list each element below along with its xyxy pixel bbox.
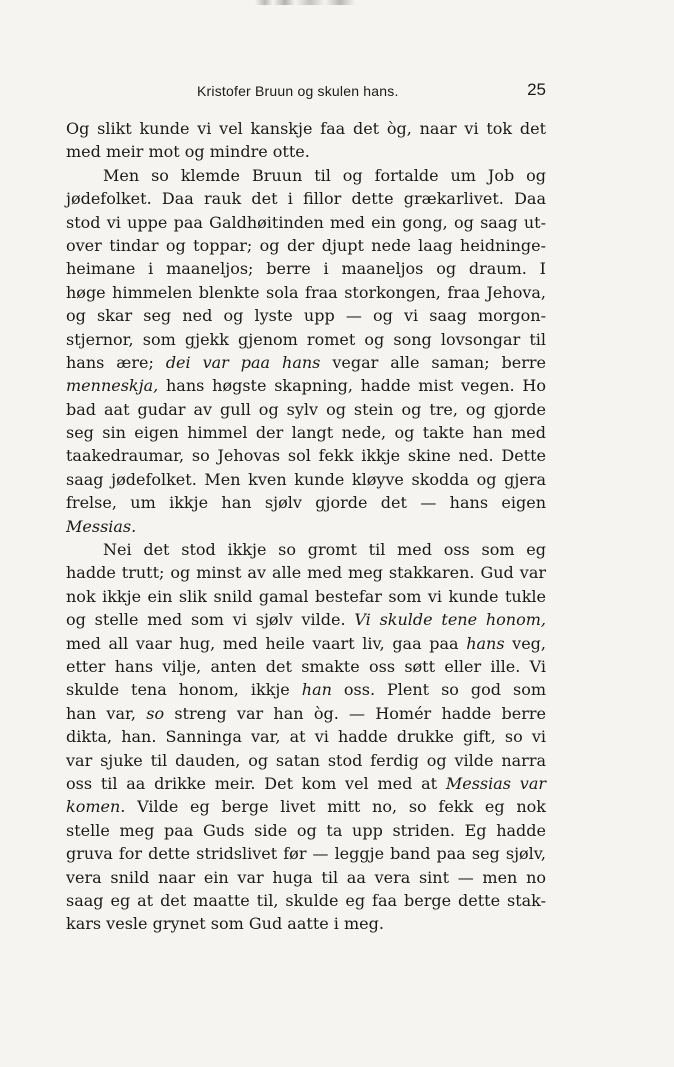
text-segment: skulde tena honom, ikkje [66,680,302,700]
text-segment: frelse, um ikkje han sjølv gjorde det — hans eigen [66,493,546,513]
italic-text: Vi skulde tene honom, [354,610,547,630]
text-line [66,187,546,210]
text-line [66,795,546,818]
text-segment: dikta, han. Sanninga var, at vi hadde drukke gift, so vi [66,727,546,747]
text-line [66,444,546,467]
text-line [66,538,546,561]
text-segment: streng var han òg. — Homér hadde berre [164,703,546,723]
text-segment: hadde trutt; og minst av alle med meg stakkaren. Gud var [66,563,546,583]
text-segment: bad aat gudar av gull og sylv og stein og tre, og gjorde [66,399,546,419]
text-segment: veg, [504,633,546,653]
text-line [66,398,546,421]
italic-text: menneskja, [66,376,159,396]
text-segment: han var, [66,703,147,723]
text-line [66,561,546,584]
text-line [66,678,546,701]
italic-text: komen. [66,797,126,817]
running-title: Kristofer Bruun og skulen hans. [197,83,399,99]
italic-text: dei var paa hans [165,352,321,372]
text-line [66,585,546,608]
text-line [66,866,546,889]
text-line [66,328,546,351]
text-line [66,468,546,491]
text-segment: seg sin eigen himmel der langt nede, og takte han med [66,423,546,443]
text-segment: hans ære; [66,352,166,372]
text-segment: var sjuke til dauden, og satan stod ferdig og vilde narra [66,750,546,770]
text-line [66,117,546,140]
text-segment: over tindar og toppar; og der djupt nede laag heidninge- [66,235,546,255]
text-line [66,374,546,397]
text-line [66,515,546,538]
text-segment: oss. Plent so god som [331,680,546,700]
scan-artifact [255,0,355,5]
text-segment: saag jødefolket. Men kven kunde kløyve skodda og gjera [66,469,546,489]
text-segment: etter hans vilje, anten det smakte oss søtt eller ille. Vi [66,656,546,676]
text-segment: heimane i maaneljos; berre i maaneljos og draum. I [66,259,546,279]
italic-text: so [146,703,165,723]
text-line [66,234,546,257]
text-segment: med meir mot og mindre otte. [66,142,310,162]
text-line [66,632,546,655]
text-segment: hans høgste skapning, hadde mist vegen. Ho [158,376,546,396]
text-line [66,351,546,374]
text-line [66,725,546,748]
text-segment: med all vaar hug, med heile vaart liv, gaa paa [66,633,467,653]
text-line [66,140,546,163]
text-segment: nok ikkje ein slik snild gamal bestefar som vi kunde tukle [66,586,546,606]
text-line [66,491,546,514]
text-segment: vegar alle saman; berre [320,352,547,372]
text-line [66,912,546,935]
text-segment: oss til aa drikke meir. Det kom vel med at [66,773,446,793]
italic-text: hans [466,633,505,653]
italic-text: han [301,680,332,700]
text-segment: stjernor, som gjekk gjenom romet og song lovsongar til [66,329,546,349]
text-segment: taakedraumar, so Jehovas sol fekk ikkje skine ned. Dette [66,446,546,466]
text-segment: stod vi uppe paa Galdhøitinden med ein gong, og saag ut- [66,212,546,232]
text-line [66,772,546,795]
italic-text: Messias. [66,516,137,536]
text-segment: vera snild naar ein var huga til aa vera sint — men no [66,867,546,887]
text-segment: stelle meg paa Guds side og ta upp striden. Eg hadde [66,820,546,840]
text-segment: høge himmelen blenkte sola fraa storkongen, fraa Jehova, [66,282,546,302]
text-line [66,211,546,234]
text-segment: saag eg at det maatte til, skulde eg faa berge dette stak- [66,890,546,910]
page-number: 25 [527,80,546,99]
text-segment: Og slikt kunde vi vel kanskje faa det òg, naar vi tok det [66,119,546,138]
text-line [66,164,546,187]
text-line [66,281,546,304]
text-segment: kars vesle grynet som Gud aatte i meg. [66,914,384,934]
text-segment: Men so klemde Bruun til og fortalde um Job og [103,165,546,185]
italic-text: Messias var [445,773,547,793]
text-line [66,608,546,631]
text-segment: Nei det stod ikkje so gromt til med oss som eg [103,540,546,560]
text-segment: og skar seg ned og lyste upp — og vi saag morgon- [66,306,546,326]
page-header [66,80,546,104]
text-segment: jødefolket. Daa rauk det i fillor dette grækarlivet. Daa [66,189,546,209]
text-line [66,702,546,725]
text-line [66,421,546,444]
text-line [66,889,546,912]
body-text [66,117,546,936]
text-line [66,655,546,678]
text-line [66,842,546,865]
text-segment: og stelle med som vi sjølv vilde. [66,610,355,630]
text-segment: gruva for dette stridslivet før — leggje band paa seg sjølv, [66,844,546,864]
text-line [66,304,546,327]
text-segment: Vilde eg berge livet mitt no, so fekk eg nok [125,797,546,817]
text-line [66,819,546,842]
text-line [66,749,546,772]
text-line [66,257,546,280]
